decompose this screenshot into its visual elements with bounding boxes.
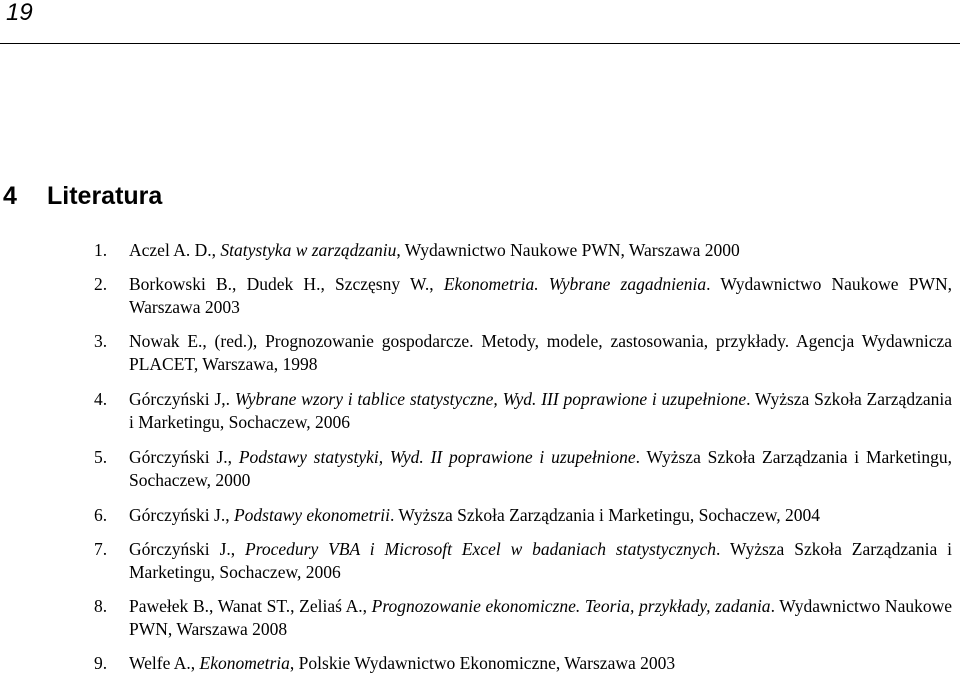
reference-item <box>94 273 958 319</box>
section-number: 4 <box>3 182 17 210</box>
reference-title: Prognozowanie ekonomiczne. Teoria, przykłady, zadania <box>371 596 771 616</box>
reference-text <box>129 330 952 376</box>
reference-item <box>94 388 958 434</box>
reference-author: Aczel A. D., <box>129 240 221 260</box>
reference-publisher: , Polskie Wydawnictwo Ekonomiczne, Warszawa 2003 <box>289 653 676 673</box>
reference-number: 2. <box>94 274 108 294</box>
reference-author: Górczyński J., <box>129 505 234 525</box>
reference-item <box>94 595 958 641</box>
reference-publisher: . Wyższa Szkoła Zarządzania i Marketingu, Sochaczew, 2006 <box>129 539 952 582</box>
section-heading <box>3 180 162 212</box>
reference-item <box>94 330 958 376</box>
reference-title: Wybrane wzory i tablice statystyczne, Wyd. III poprawione i uzupełnione <box>234 389 747 409</box>
reference-author: Borkowski B., Dudek H., Szczęsny W., <box>129 274 444 294</box>
reference-publisher: Nowak E., (red.), Prognozowanie gospodarcze. Metody, modele, zastosowania, przykłady. Agencja Wydawnicza PLACET, Warszawa, 1998 <box>129 331 952 374</box>
reference-author: Górczyński J., <box>129 447 239 467</box>
reference-item <box>94 446 958 492</box>
reference-text <box>129 538 952 584</box>
reference-publisher: . Wyższa Szkoła Zarządzania i Marketingu, Sochaczew, 2006 <box>129 389 952 432</box>
reference-text <box>129 239 952 262</box>
section-title: Literatura <box>47 182 163 210</box>
reference-title: Podstawy statystyki, Wyd. II poprawione i uzupełnione <box>238 447 636 467</box>
reference-item <box>94 504 958 527</box>
reference-publisher: , Wydawnictwo Naukowe PWN, Warszawa 2000 <box>396 240 740 260</box>
reference-title: Ekonometria. Wybrane zagadnienia <box>443 274 707 294</box>
reference-number: 3. <box>94 331 108 351</box>
reference-number: 8. <box>94 596 108 616</box>
reference-text <box>129 595 952 641</box>
reference-title: Statystyka w zarządzaniu <box>220 240 397 260</box>
reference-number: 1. <box>94 240 108 260</box>
reference-author: Górczyński J., <box>129 539 246 559</box>
reference-text <box>129 388 952 434</box>
reference-title: Procedury VBA i Microsoft Excel w badaniach statystycznych <box>245 539 717 559</box>
reference-title: Ekonometria <box>199 653 290 673</box>
reference-author: Welfe A., <box>129 653 200 673</box>
reference-number: 4. <box>94 389 108 409</box>
reference-text <box>129 652 952 675</box>
reference-publisher: . Wydawnictwo Naukowe PWN, Warszawa 2008 <box>129 596 952 639</box>
reference-text <box>129 273 952 319</box>
reference-publisher: . Wydawnictwo Naukowe PWN, Warszawa 2003 <box>129 274 953 317</box>
reference-number: 6. <box>94 505 108 525</box>
page-number: 19 <box>6 0 33 26</box>
reference-number: 9. <box>94 653 108 673</box>
reference-text <box>129 504 952 527</box>
reference-author: Górczyński J,. <box>129 389 235 409</box>
reference-publisher: . Wyższa Szkoła Zarządzania i Marketingu, Sochaczew, 2004 <box>390 505 820 525</box>
reference-number: 5. <box>94 447 108 467</box>
reference-item <box>94 652 958 675</box>
reference-publisher: . Wyższa Szkoła Zarządzania i Marketingu, Sochaczew, 2000 <box>129 447 952 490</box>
reference-text <box>129 446 952 492</box>
reference-author: Pawełek B., Wanat ST., Zeliaś A., <box>129 596 372 616</box>
reference-item <box>94 538 958 584</box>
reference-item <box>94 239 958 262</box>
reference-number: 7. <box>94 539 108 559</box>
reference-title: Podstawy ekonometrii <box>233 505 390 525</box>
header-rule <box>0 43 960 44</box>
